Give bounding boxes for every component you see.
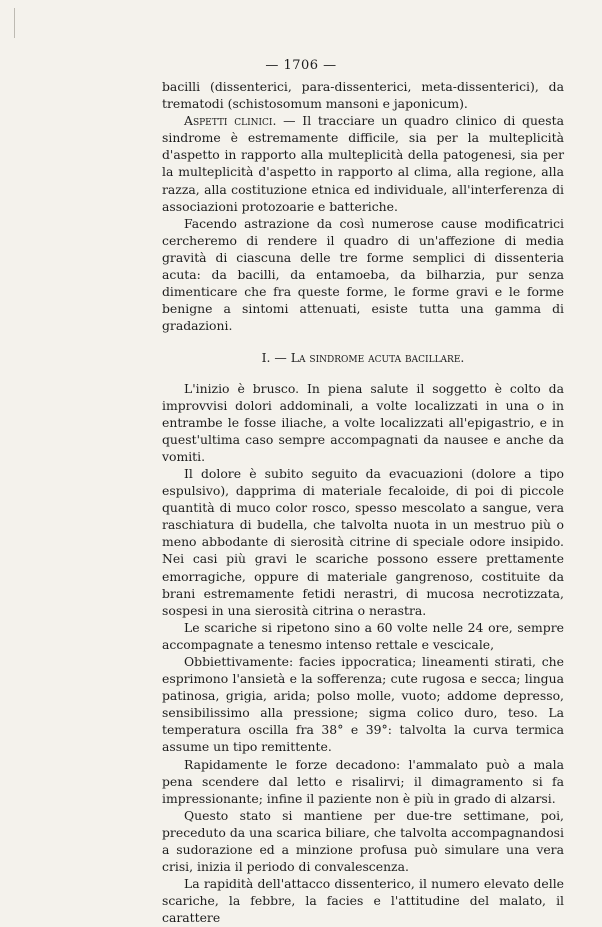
page-text (162, 78, 564, 927)
clinical-aspects-lead: Aspetti clinici. (184, 113, 277, 129)
paragraph-objective: Obbiettivamente: facies ippocratica; lineamenti stirati, che esprimono l'ansietà e la sofferenza; cute rugosa e secca; lingua patinosa, grigia, arida; polso molle, vuoto; addome depresso, sensibilissimo alla pressione; sigma colico duro, teso. La temperatura oscilla fra 38° e 39°: talvolta la curva termica assume un tipo remittente. (162, 654, 564, 755)
paragraph-pain: Il dolore è subito seguito da evacuazioni (dolore a tipo espulsivo), dapprima di materiale fecaloide, di poi di piccole quantità di muco color rosco, spesso mescolato a sangue, vera raschiatura di budella, che talvolta nuota in un mestruo più o meno abbodante di sierosità citrine di speciale odore insipido. Nei casi più gravi le scariche possono essere prettamente emorragiche, oppure di materiale gangrenoso, costituite da brani estremamente fetidi nerastri, di mucosa necrotizzata, sospesi in una sierosità citrina o nerastra. (162, 465, 564, 618)
gutter-line (14, 8, 15, 38)
paragraph-intro-continuation: bacilli (dissenterici, para-dissenterici, meta-dissenterici), da trematodi (schistosomum mansoni e japonicum). (162, 79, 564, 112)
clinical-aspects-body: — Il tracciare un quadro clinico di questa sindrome è estremamente difficile, sia per la multeplicità d'aspetto in rapporto alla multeplicità della patogenesi, sia per la multeplicità d'aspetto in rapporto al clima, alla regione, alla razza, alla costituzione etnica ed individuale, all'interferenza di associazioni protozoarie e batteriche. (162, 113, 564, 214)
paragraph-onset: L'inizio è brusco. In piena salute il soggetto è colto da improvvisi dolori addominali, a volte localizzati in una o in entrambe le fosse iliache, a volte localizzati all'epigastrio, e in quest'ultima caso sempre accompagnati da nausee e anche da vomiti. (162, 380, 564, 464)
page-number: — 1706 — (265, 58, 337, 73)
section-heading (162, 349, 564, 366)
section-numeral: I. — (261, 350, 291, 366)
section-title: La sindrome acuta bacillare. (290, 350, 465, 366)
paragraph-strength: Rapidamente le forze decadono: l'ammalato può a mala pena scendere dal letto e risalirvi; il dimagramento si fa impressionante; infine il paziente non è più in grado di alzarsi. (162, 756, 564, 806)
paragraph-rapidity: La rapidità dell'attacco dissenterico, il numero elevato delle scariche, la febbre, la facies e l'attitudine del malato, il carattere (162, 876, 564, 926)
paragraph-clinical-aspects (162, 112, 564, 215)
paragraph-duration: Questo stato si mantiene per due-tre settimane, poi, preceduto da una scarica biliare, che talvolta accompagnandosi a sudorazione ed a minzione profusa può simulare una vera crisi, inizia il periodo di convalescenza. (162, 807, 564, 875)
paragraph-discharges: Le scariche si ripetono sino a 60 volte nelle 24 ore, sempre accompagnate a tenesmo intenso rettale e vescicale, (162, 619, 564, 652)
paragraph-abstraction: Facendo astrazione da così numerose cause modificatrici cercheremo di rendere il quadro di un'affezione di media gravità di ciascuna delle tre forme semplici di dissenteria acuta: da bacilli, da entamoeba, da bilharzia, pur senza dimenticare che fra queste forme, le forme gravi e le forme benigne a sintomi attenuati, esiste tutta una gamma di gradazioni. (162, 215, 564, 334)
